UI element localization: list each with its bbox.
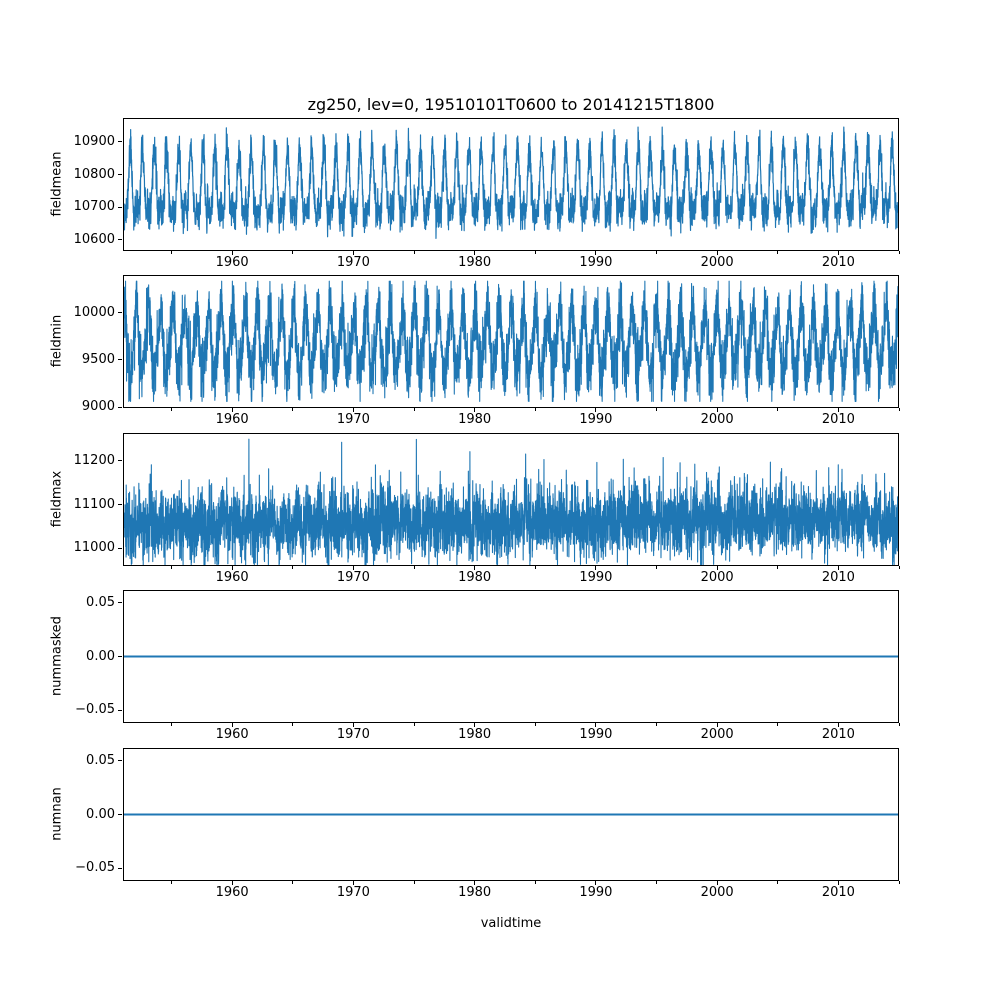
- x-minor-tick: [292, 881, 293, 884]
- y-axis-label-nummasked: nummasked: [49, 616, 65, 696]
- x-tick-label: 2000: [700, 885, 734, 900]
- x-tick-label: 2000: [700, 412, 734, 427]
- y-tick-label: 10900: [73, 133, 115, 149]
- y-tick: [118, 814, 122, 815]
- y-tick-label: 10000: [73, 304, 115, 320]
- y-tick: [118, 710, 122, 711]
- x-tick-label: 1990: [579, 255, 613, 270]
- plot-area-numnan: [124, 749, 898, 880]
- x-tick-label: 1960: [215, 255, 249, 270]
- x-minor-tick: [656, 881, 657, 884]
- x-minor-tick: [777, 251, 778, 254]
- axes-fieldmean: [123, 118, 899, 251]
- y-tick: [118, 548, 122, 549]
- x-minor-tick: [414, 251, 415, 254]
- x-minor-tick: [899, 723, 900, 726]
- x-tick-label: 2010: [821, 255, 855, 270]
- axes-nummasked: [123, 590, 899, 723]
- x-minor-tick: [777, 408, 778, 411]
- plot-area-fieldmean: [124, 119, 898, 250]
- y-tick-label: −0.05: [75, 860, 115, 876]
- x-tick-label: 1980: [458, 255, 492, 270]
- y-tick: [118, 141, 122, 142]
- y-tick: [118, 239, 122, 240]
- x-tick-label: 1960: [215, 885, 249, 900]
- x-minor-tick: [414, 723, 415, 726]
- x-minor-tick: [535, 251, 536, 254]
- line-series-fieldmax: [124, 439, 898, 564]
- plot-area-fieldmin: [124, 276, 898, 407]
- x-tick-label: 2000: [700, 727, 734, 742]
- x-tick-label: 1980: [458, 570, 492, 585]
- y-tick-label: 10800: [73, 166, 115, 182]
- x-tick-label: 2010: [821, 412, 855, 427]
- y-tick-label: 11200: [73, 452, 115, 468]
- y-axis-label-fieldmin: fieldmin: [49, 314, 65, 368]
- figure-title: zg250, lev=0, 19510101T0600 to 20141215T1800: [307, 95, 715, 114]
- x-tick-label: 1980: [458, 885, 492, 900]
- x-axis-label: validtime: [480, 916, 542, 931]
- y-tick-label: 9000: [81, 399, 115, 415]
- x-tick-label: 1990: [579, 885, 613, 900]
- x-minor-tick: [171, 251, 172, 254]
- x-minor-tick: [292, 408, 293, 411]
- x-minor-tick: [292, 251, 293, 254]
- x-tick-label: 2010: [821, 885, 855, 900]
- y-tick-label: 11000: [73, 540, 115, 556]
- x-tick-label: 1980: [458, 727, 492, 742]
- x-minor-tick: [777, 723, 778, 726]
- x-tick-label: 2010: [821, 727, 855, 742]
- y-axis-label-fieldmax: fieldmax: [49, 470, 65, 528]
- y-tick: [118, 868, 122, 869]
- y-tick: [118, 312, 122, 313]
- axes-numnan: [123, 748, 899, 881]
- x-minor-tick: [414, 566, 415, 569]
- x-minor-tick: [535, 881, 536, 884]
- x-minor-tick: [899, 566, 900, 569]
- x-tick-label: 1970: [336, 570, 370, 585]
- y-tick: [118, 359, 122, 360]
- x-tick-label: 1990: [579, 727, 613, 742]
- x-minor-tick: [535, 408, 536, 411]
- x-minor-tick: [656, 408, 657, 411]
- x-minor-tick: [292, 723, 293, 726]
- y-tick-label: 9500: [81, 351, 115, 367]
- y-tick: [118, 460, 122, 461]
- y-tick: [118, 407, 122, 408]
- y-axis-label-numnan: numnan: [49, 787, 65, 841]
- x-tick-label: 1960: [215, 727, 249, 742]
- x-tick-label: 1990: [579, 412, 613, 427]
- x-tick-label: 1960: [215, 412, 249, 427]
- x-tick-label: 1970: [336, 727, 370, 742]
- x-minor-tick: [171, 566, 172, 569]
- x-minor-tick: [414, 881, 415, 884]
- x-tick-label: 1990: [579, 570, 613, 585]
- x-minor-tick: [171, 408, 172, 411]
- line-series-fieldmean: [124, 127, 898, 238]
- y-tick-label: −0.05: [75, 702, 115, 718]
- plot-area-nummasked: [124, 591, 898, 722]
- x-minor-tick: [656, 723, 657, 726]
- y-axis-label-fieldmean: fieldmean: [49, 151, 65, 217]
- x-tick-label: 1960: [215, 570, 249, 585]
- x-tick-label: 1970: [336, 255, 370, 270]
- x-minor-tick: [535, 566, 536, 569]
- x-minor-tick: [171, 881, 172, 884]
- x-minor-tick: [777, 881, 778, 884]
- x-minor-tick: [414, 408, 415, 411]
- y-tick-label: 11100: [73, 496, 115, 512]
- x-tick-label: 2000: [700, 255, 734, 270]
- x-tick-label: 2000: [700, 570, 734, 585]
- y-tick-label: 10600: [73, 231, 115, 247]
- x-minor-tick: [171, 723, 172, 726]
- x-minor-tick: [292, 566, 293, 569]
- y-tick-label: 0.00: [86, 648, 115, 664]
- y-tick: [118, 174, 122, 175]
- y-tick: [118, 207, 122, 208]
- x-minor-tick: [899, 881, 900, 884]
- y-tick-label: 0.05: [86, 594, 115, 610]
- x-tick-label: 1980: [458, 412, 492, 427]
- axes-fieldmax: [123, 433, 899, 566]
- x-minor-tick: [899, 251, 900, 254]
- x-minor-tick: [535, 723, 536, 726]
- y-tick: [118, 760, 122, 761]
- x-minor-tick: [656, 566, 657, 569]
- x-tick-label: 1970: [336, 885, 370, 900]
- y-tick: [118, 602, 122, 603]
- y-tick-label: 0.00: [86, 806, 115, 822]
- y-tick: [118, 656, 122, 657]
- y-tick-label: 0.05: [86, 752, 115, 768]
- x-minor-tick: [777, 566, 778, 569]
- line-series-fieldmin: [124, 281, 898, 401]
- y-tick: [118, 504, 122, 505]
- x-tick-label: 1970: [336, 412, 370, 427]
- axes-fieldmin: [123, 275, 899, 408]
- x-minor-tick: [656, 251, 657, 254]
- x-minor-tick: [899, 408, 900, 411]
- plot-area-fieldmax: [124, 434, 898, 565]
- y-tick-label: 10700: [73, 199, 115, 215]
- x-tick-label: 2010: [821, 570, 855, 585]
